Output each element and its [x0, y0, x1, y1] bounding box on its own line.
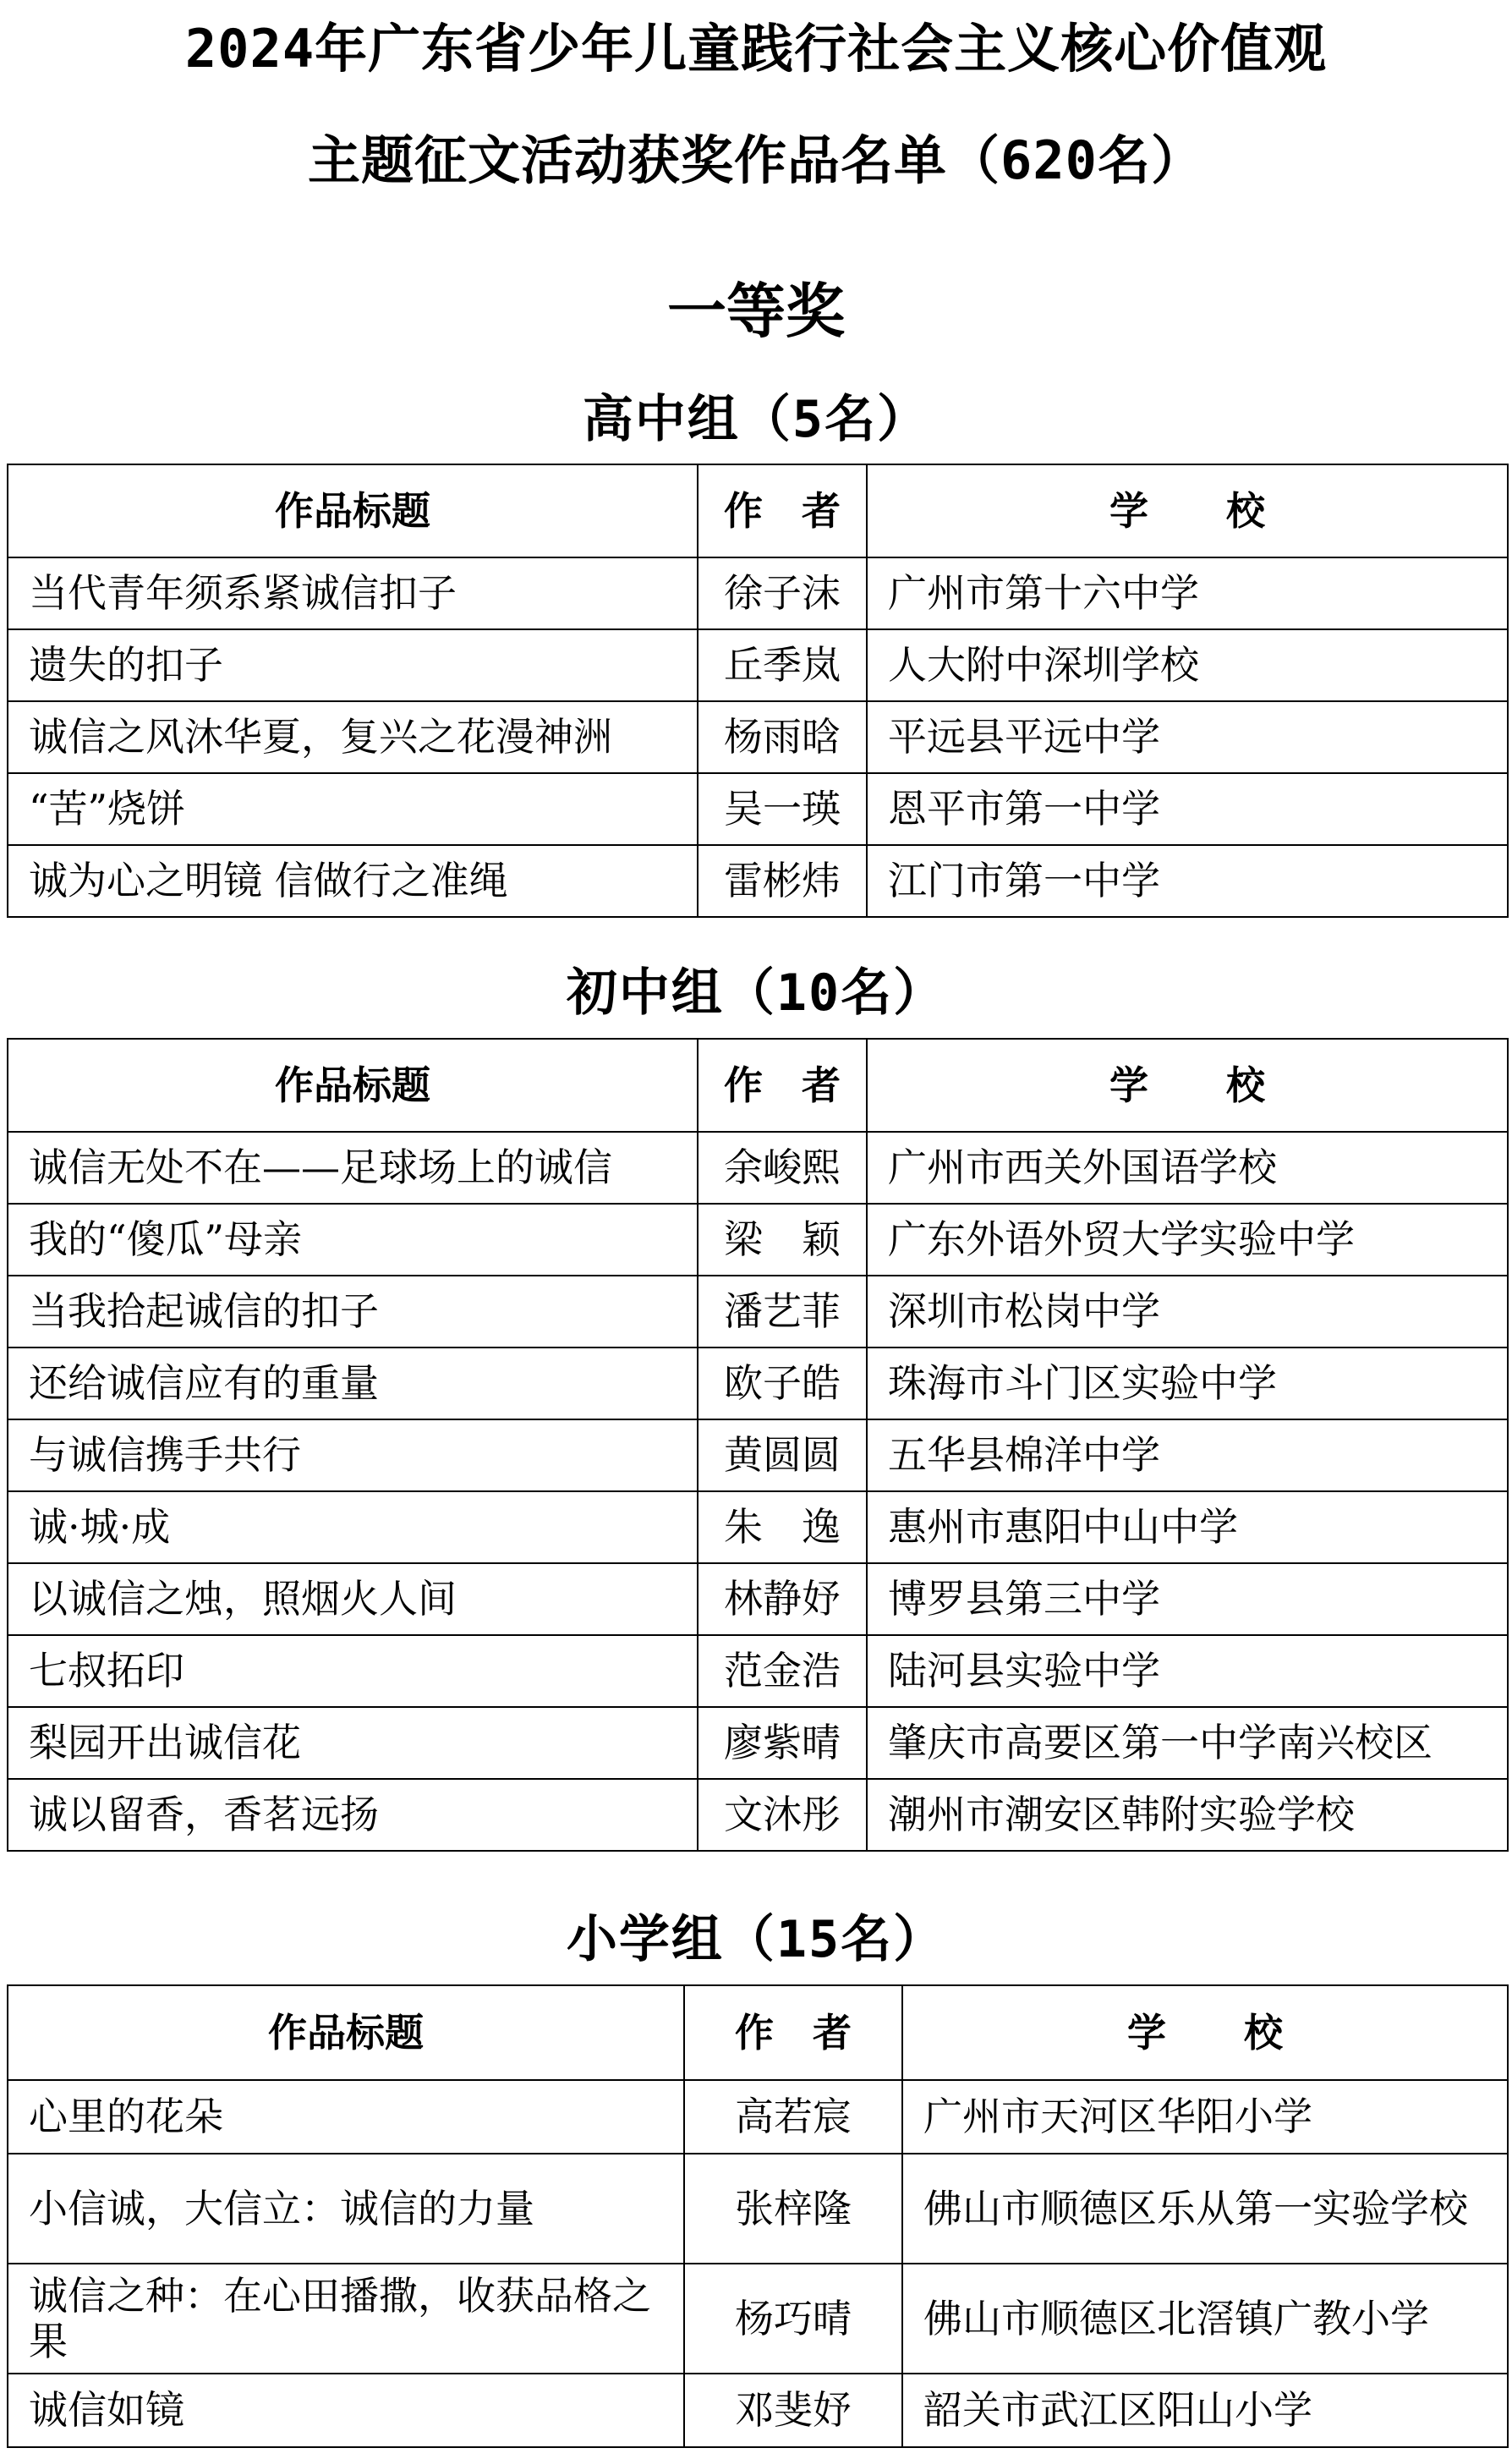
- work-title: 诚以留香，香茗远扬: [8, 1779, 698, 1851]
- work-title: 当代青年须系紧诚信扣子: [8, 557, 698, 629]
- table-row: [8, 2264, 1508, 2374]
- table-row: [8, 1276, 1508, 1348]
- author-name: 廖紫晴: [698, 1707, 867, 1779]
- school-name: 恩平市第一中学: [867, 773, 1508, 845]
- table-row: [8, 1204, 1508, 1276]
- author-name: 范金浩: [698, 1635, 867, 1707]
- table-row: [8, 1419, 1508, 1491]
- table-row: [8, 1707, 1508, 1779]
- column-header-author: 作 者: [684, 1985, 902, 2080]
- author-name: 林静妤: [698, 1563, 867, 1635]
- school-name: 江门市第一中学: [867, 845, 1508, 917]
- table-row: [8, 1635, 1508, 1707]
- school-name: 肇庆市高要区第一中学南兴校区: [867, 1707, 1508, 1779]
- table-row: [8, 2374, 1508, 2447]
- table-row: [8, 1348, 1508, 1419]
- author-name: 高若宸: [684, 2080, 902, 2154]
- author-name: 文沐彤: [698, 1779, 867, 1851]
- work-title: 与诚信携手共行: [8, 1419, 698, 1491]
- awards-table-middle-school: [7, 1038, 1509, 1852]
- author-name: 梁 颖: [698, 1204, 867, 1276]
- work-title: 诚·城·成: [8, 1491, 698, 1563]
- author-name: 杨雨晗: [698, 701, 867, 773]
- school-name: 广州市第十六中学: [867, 557, 1508, 629]
- school-name: 广州市西关外国语学校: [867, 1132, 1508, 1204]
- work-title: 诚信之种：在心田播撒，收获品格之果: [8, 2264, 684, 2374]
- column-header-author: 作 者: [698, 1039, 867, 1132]
- school-name: 潮州市潮安区韩附实验学校: [867, 1779, 1508, 1851]
- table-row: [8, 1779, 1508, 1851]
- school-name: 陆河县实验中学: [867, 1635, 1508, 1707]
- work-title: 小信诚，大信立：诚信的力量: [8, 2154, 684, 2264]
- column-header-title: 作品标题: [8, 1985, 684, 2080]
- table-row: [8, 701, 1508, 773]
- author-name: 潘艺菲: [698, 1276, 867, 1348]
- school-name: 佛山市顺德区乐从第一实验学校: [902, 2154, 1508, 2264]
- work-title: 诚信之风沐华夏，复兴之花漫神洲: [8, 701, 698, 773]
- work-title: 我的“傻瓜”母亲: [8, 1204, 698, 1276]
- table-header-row: [8, 1985, 1508, 2080]
- work-title: 七叔拓印: [8, 1635, 698, 1707]
- work-title: 遗失的扣子: [8, 629, 698, 701]
- author-name: 吴一瑛: [698, 773, 867, 845]
- author-name: 余峻熙: [698, 1132, 867, 1204]
- school-name: 广东外语外贸大学实验中学: [867, 1204, 1508, 1276]
- work-title: 诚信如镜: [8, 2374, 684, 2447]
- work-title: 以诚信之烛，照烟火人间: [8, 1563, 698, 1635]
- column-header-school: 学 校: [867, 464, 1508, 557]
- work-title: 诚为心之明镜 信做行之准绳: [8, 845, 698, 917]
- award-level-heading: 一等奖: [667, 277, 845, 346]
- table-row: [8, 845, 1508, 917]
- column-header-title: 作品标题: [8, 1039, 698, 1132]
- author-name: 杨巧晴: [684, 2264, 902, 2374]
- school-name: 珠海市斗门区实验中学: [867, 1348, 1508, 1419]
- column-header-school: 学 校: [867, 1039, 1508, 1132]
- work-title: 心里的花朵: [8, 2080, 684, 2154]
- author-name: 邓斐妤: [684, 2374, 902, 2447]
- table-header-row: [8, 1039, 1508, 1132]
- table-row: [8, 2154, 1508, 2264]
- awards-table-primary-school: [7, 1984, 1509, 2448]
- school-name: 广州市天河区华阳小学: [902, 2080, 1508, 2154]
- author-name: 欧子皓: [698, 1348, 867, 1419]
- school-name: 韶关市武江区阳山小学: [902, 2374, 1508, 2447]
- table-row: [8, 1563, 1508, 1635]
- table-row: [8, 1491, 1508, 1563]
- author-name: 丘季岚: [698, 629, 867, 701]
- work-title: 诚信无处不在——足球场上的诚信: [8, 1132, 698, 1204]
- work-title: 当我拾起诚信的扣子: [8, 1276, 698, 1348]
- document-title-line2: 主题征文活动获奖作品名单（620名）: [308, 129, 1204, 191]
- author-name: 雷彬炜: [698, 845, 867, 917]
- table-row: [8, 557, 1508, 629]
- school-name: 博罗县第三中学: [867, 1563, 1508, 1635]
- work-title: 梨园开出诚信花: [8, 1707, 698, 1779]
- awards-table-high-school: [7, 464, 1509, 918]
- column-header-author: 作 者: [698, 464, 867, 557]
- school-name: 人大附中深圳学校: [867, 629, 1508, 701]
- group-heading-high-school: 高中组（5名）: [582, 390, 930, 449]
- author-name: 徐子沫: [698, 557, 867, 629]
- group-heading-middle-school: 初中组（10名）: [566, 963, 946, 1023]
- column-header-school: 学 校: [902, 1985, 1508, 2080]
- school-name: 佛山市顺德区北滘镇广教小学: [902, 2264, 1508, 2374]
- table-row: [8, 773, 1508, 845]
- school-name: 惠州市惠阳中山中学: [867, 1491, 1508, 1563]
- group-heading-primary-school: 小学组（15名）: [566, 1910, 946, 1969]
- table-row: [8, 2080, 1508, 2154]
- school-name: 五华县棉洋中学: [867, 1419, 1508, 1491]
- work-title: 还给诚信应有的重量: [8, 1348, 698, 1419]
- table-header-row: [8, 464, 1508, 557]
- document-title-line1: 2024年广东省少年儿童践行社会主义核心价值观: [184, 18, 1328, 80]
- school-name: 深圳市松岗中学: [867, 1276, 1508, 1348]
- column-header-title: 作品标题: [8, 464, 698, 557]
- table-row: [8, 1132, 1508, 1204]
- table-row: [8, 629, 1508, 701]
- author-name: 朱 逸: [698, 1491, 867, 1563]
- work-title: “苦”烧饼: [8, 773, 698, 845]
- author-name: 张梓隆: [684, 2154, 902, 2264]
- school-name: 平远县平远中学: [867, 701, 1508, 773]
- author-name: 黄圆圆: [698, 1419, 867, 1491]
